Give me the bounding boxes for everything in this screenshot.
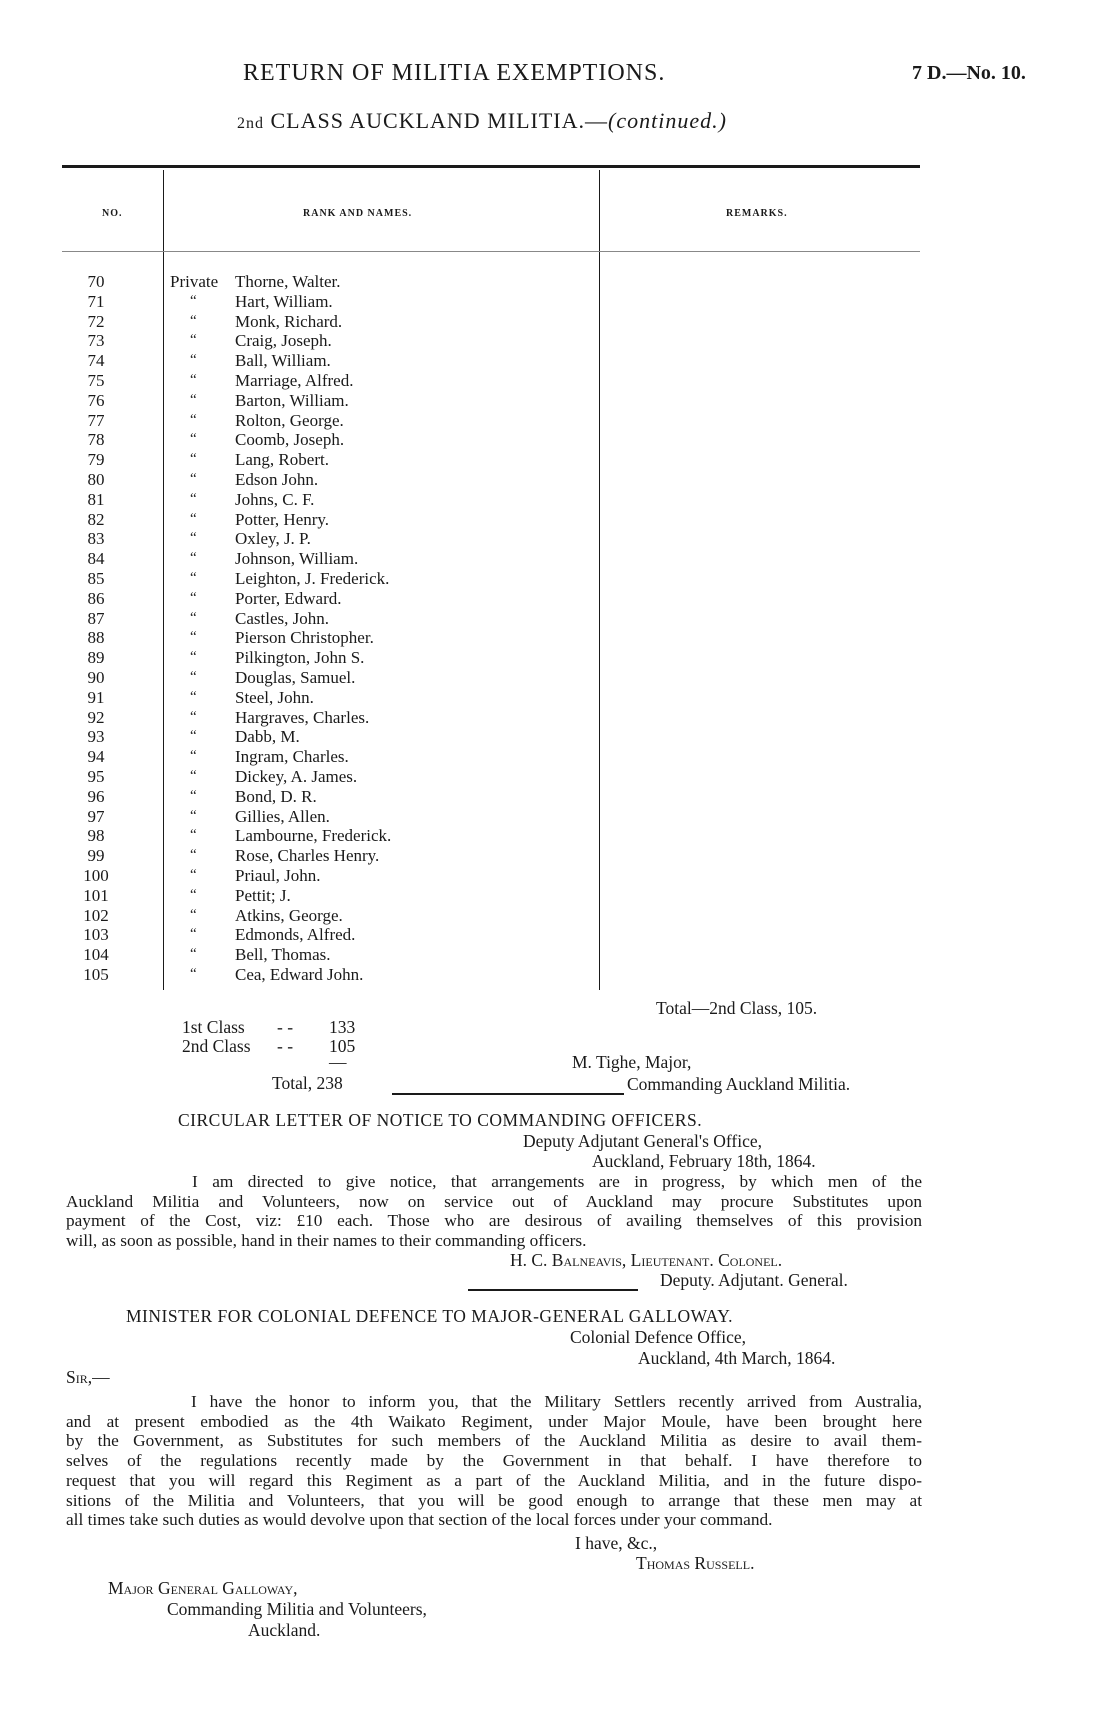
first-class-value: 133	[329, 1017, 356, 1037]
militia-member-name: Ball, William.	[235, 351, 331, 371]
subtitle-main: CLASS AUCKLAND MILITIA.—	[270, 108, 608, 133]
militia-member-name: Lambourne, Frederick.	[235, 826, 392, 846]
letter-signer: Thomas Russell.	[636, 1553, 755, 1573]
ditto-mark: “	[190, 807, 197, 824]
circular-signer: H. C. Balneavis, Lieutenant. Colonel.	[510, 1250, 783, 1270]
table-top-rule	[62, 165, 920, 168]
militia-member-name: Johns, C. F.	[235, 489, 315, 509]
body-line: will, as soon as possible, hand in their names to their commanding officers.	[66, 1230, 587, 1250]
addressee-role: Commanding Militia and Volunteers,	[167, 1599, 427, 1619]
letter-closing: I have, &c.,	[575, 1533, 658, 1553]
minister-office: Colonial Defence Office,	[570, 1327, 747, 1347]
militia-member-name: Barton, William.	[235, 390, 349, 410]
row-number: 76	[87, 390, 105, 410]
body-line: sitions of the Militia and Volunteers, that you will be good enough to arrange that these men may at	[66, 1490, 922, 1510]
row-number: 94	[87, 747, 105, 767]
ditto-mark: “	[190, 589, 197, 606]
subtitle-prefix: 2nd	[237, 115, 264, 132]
body-line: I have the honor to inform you, that the Military Settlers recently arrived from Australia,	[191, 1392, 922, 1411]
ditto-mark: “	[190, 847, 197, 864]
ditto-mark: “	[190, 312, 197, 329]
body-line: payment of the Cost, viz: £10 each. Those who are desirous of availing themselves of this provision	[66, 1211, 922, 1230]
militia-member-name: Hart, William.	[235, 291, 333, 311]
ditto-mark: “	[190, 728, 197, 745]
row-number: 87	[87, 608, 105, 628]
militia-member-name: Thorne, Walter.	[235, 272, 341, 291]
salutation: Sir,—	[66, 1367, 110, 1387]
ditto-mark: “	[190, 372, 197, 388]
body-line: Auckland Militia and Volunteers, now on service out of Auckland may procure Substitutes upon	[66, 1191, 922, 1211]
militia-member-name: Edson John.	[235, 470, 319, 489]
subtitle-note: (continued.)	[608, 108, 727, 133]
militia-member-name: Porter, Edward.	[235, 588, 342, 608]
row-number: 77	[87, 410, 105, 430]
ditto-mark: “	[190, 510, 197, 527]
row-number: 70	[87, 272, 105, 291]
body-line: by the Government, as Substitutes for such members of the Auckland Militia as desire to avail them-	[66, 1431, 922, 1451]
militia-member-name: Johnson, William.	[235, 549, 359, 569]
row-number: 75	[87, 371, 105, 390]
militia-member-name: Steel, John.	[235, 687, 314, 707]
document-title: RETURN OF MILITIA EXEMPTIONS.	[243, 60, 666, 86]
ditto-mark: “	[190, 490, 197, 507]
ditto-mark: “	[190, 926, 197, 943]
addressee-place: Auckland.	[248, 1620, 321, 1640]
grand-total: Total, 238	[272, 1073, 343, 1093]
row-number: 91	[87, 687, 105, 707]
column-header-no: NO.	[102, 208, 123, 219]
ditto-mark: “	[190, 530, 197, 547]
ditto-mark: “	[190, 570, 197, 586]
militia-member-name: Atkins, George.	[235, 905, 343, 925]
row-number: 80	[87, 470, 105, 489]
ditto-mark: “	[190, 946, 197, 963]
ditto-mark: “	[190, 431, 197, 448]
row-number: 98	[87, 826, 105, 846]
militia-member-name: Edmonds, Alfred.	[235, 925, 356, 945]
ditto-mark: “	[190, 451, 197, 468]
ditto-mark: “	[190, 827, 197, 844]
militia-member-name: Coomb, Joseph.	[235, 430, 345, 450]
page-reference: 7 D.—No. 10.	[912, 62, 1026, 84]
row-number: 72	[87, 311, 105, 331]
militia-member-name: Hargraves, Charles.	[235, 707, 370, 727]
ditto-mark: “	[190, 867, 197, 883]
second-class-dashes: - -	[277, 1036, 294, 1056]
row-number: 90	[87, 668, 105, 687]
total-dash: —	[329, 1052, 347, 1072]
ditto-mark: “	[190, 391, 197, 408]
row-number: 101	[83, 885, 109, 905]
row-number: 105	[83, 965, 109, 984]
row-number: 99	[87, 846, 105, 866]
section-divider-1	[392, 1093, 624, 1095]
militia-member-name: Castles, John.	[235, 608, 329, 628]
circular-office: Deputy Adjutant General's Office,	[523, 1131, 763, 1151]
row-number: 100	[83, 866, 109, 885]
ditto-mark: “	[190, 471, 197, 487]
ditto-mark: “	[190, 609, 197, 626]
row-number: 83	[87, 529, 105, 549]
ditto-mark: “	[190, 629, 197, 646]
row-number: 102	[83, 905, 109, 925]
militia-member-name: Bell, Thomas.	[235, 945, 331, 965]
ditto-mark: “	[190, 332, 197, 349]
minister-heading: MINISTER FOR COLONIAL DEFENCE TO MAJOR-GENERAL GALLOWAY.	[126, 1306, 733, 1326]
row-number: 79	[87, 450, 105, 470]
militia-member-name: Monk, Richard.	[235, 311, 343, 331]
ditto-mark: “	[190, 708, 197, 725]
row-number: 96	[87, 786, 105, 806]
ditto-mark: “	[190, 906, 197, 923]
total-second-class: Total—2nd Class, 105.	[656, 998, 818, 1018]
militia-member-name: Bond, D. R.	[235, 786, 317, 806]
ditto-mark: “	[190, 411, 197, 428]
row-number: 92	[87, 707, 105, 727]
militia-member-name: Lang, Robert.	[235, 450, 329, 470]
circular-heading: CIRCULAR LETTER OF NOTICE TO COMMANDING OFFICERS.	[178, 1110, 703, 1130]
body-line: all times take such duties as would devolve upon that section of the local forces under your command.	[66, 1510, 773, 1530]
militia-member-name: Douglas, Samuel.	[235, 668, 356, 687]
row-number: 81	[87, 489, 105, 509]
militia-member-name: Cea, Edward John.	[235, 965, 364, 984]
row-number: 95	[87, 767, 105, 786]
row-number: 86	[87, 588, 105, 608]
row-number: 104	[83, 945, 109, 965]
header-bottom-rule	[62, 251, 920, 252]
row-number: 84	[87, 549, 105, 569]
row-number: 74	[87, 351, 105, 371]
column-header-rank-names: RANK AND NAMES.	[303, 208, 413, 219]
minister-place-date: Auckland, 4th March, 1864.	[638, 1348, 836, 1368]
row-number: 89	[87, 648, 105, 668]
circular-place-date: Auckland, February 18th, 1864.	[592, 1151, 816, 1171]
ditto-mark: “	[190, 550, 197, 567]
militia-member-name: Potter, Henry.	[235, 509, 330, 529]
militia-member-name: Ingram, Charles.	[235, 747, 349, 767]
militia-member-name: Oxley, J. P.	[235, 529, 311, 549]
row-number: 85	[87, 569, 105, 588]
row-number: 78	[87, 430, 105, 450]
row-number: 97	[87, 806, 105, 826]
ditto-mark: “	[190, 688, 197, 705]
column-divider-left	[163, 170, 164, 990]
column-header-remarks: REMARKS.	[726, 208, 788, 219]
row-number: 71	[87, 291, 105, 311]
first-class-dashes: - -	[277, 1017, 294, 1037]
ditto-mark: “	[190, 669, 197, 685]
row-number: 88	[87, 628, 105, 648]
ditto-mark: “	[190, 748, 197, 765]
militia-member-name: Priaul, John.	[235, 866, 321, 885]
militia-member-name: Pettit; J.	[235, 885, 291, 905]
militia-member-name: Leighton, J. Frederick.	[235, 569, 390, 588]
militia-member-name: Craig, Joseph.	[235, 331, 332, 351]
ditto-mark: “	[190, 768, 197, 784]
militia-member-name: Pilkington, John S.	[235, 648, 365, 668]
second-class-label: 2nd Class	[182, 1036, 251, 1056]
ditto-mark: “	[190, 886, 197, 903]
section-divider-2	[468, 1289, 638, 1291]
militia-member-name: Rolton, George.	[235, 410, 344, 430]
ditto-mark: “	[190, 787, 197, 804]
row-number: 93	[87, 727, 105, 747]
militia-member-name: Rose, Charles Henry.	[235, 846, 380, 866]
militia-member-name: Gillies, Allen.	[235, 806, 330, 826]
ditto-mark: “	[190, 352, 197, 369]
body-line: and at present embodied as the 4th Waikato Regiment, under Major Moule, have been brought here	[66, 1411, 922, 1431]
ditto-mark: “	[190, 966, 197, 982]
militia-member-name: Pierson Christopher.	[235, 628, 374, 648]
row-number: 103	[83, 925, 109, 945]
row-number: 82	[87, 509, 105, 529]
column-divider-right	[599, 170, 600, 990]
militia-member-name: Dickey, A. James.	[235, 767, 358, 786]
addressee-name: Major General Galloway,	[108, 1578, 298, 1598]
militia-member-name: Dabb, M.	[235, 727, 300, 747]
ditto-mark: “	[190, 649, 197, 666]
first-class-label: 1st Class	[182, 1017, 245, 1037]
body-line: request that you will regard this Regiment as a part of the Auckland Militia, and in the future dispo-	[66, 1470, 922, 1490]
return-signer: M. Tighe, Major,	[572, 1052, 692, 1072]
militia-member-name: Marriage, Alfred.	[235, 371, 354, 390]
ditto-mark: “	[190, 292, 197, 309]
section-subtitle	[237, 108, 727, 134]
rank-label: Private	[170, 272, 219, 291]
circular-signer-role: Deputy. Adjutant. General.	[660, 1270, 848, 1290]
return-signer-role: Commanding Auckland Militia.	[627, 1074, 851, 1094]
body-line: I am directed to give notice, that arrangements are in progress, by which men of the	[192, 1172, 922, 1191]
body-line: selves of the regulations recently made by the Government in that behalf. I have therefore to	[66, 1451, 922, 1471]
row-number: 73	[87, 331, 105, 351]
second-class-value: 105	[329, 1036, 356, 1056]
